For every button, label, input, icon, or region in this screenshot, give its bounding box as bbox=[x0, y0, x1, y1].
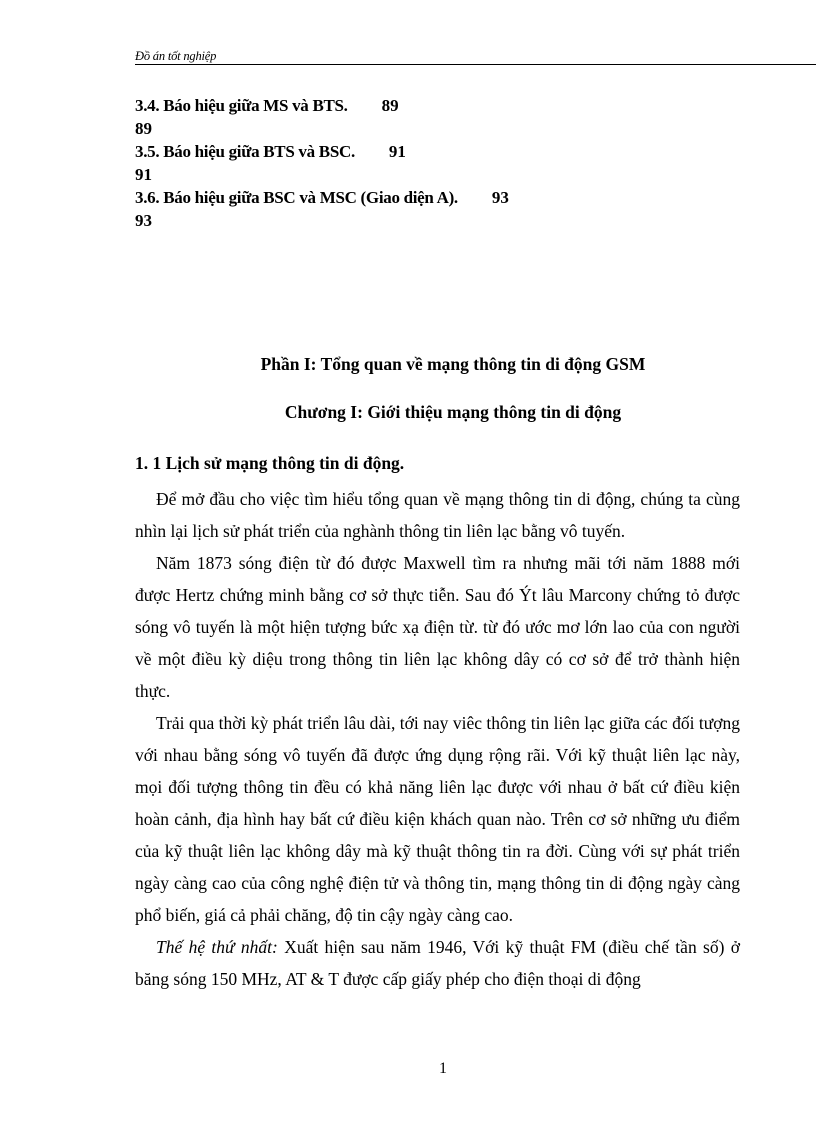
toc-entry-page: 91 bbox=[388, 142, 406, 161]
first-generation-lead: Thế hệ thứ nhất: bbox=[156, 937, 278, 957]
toc-entry-title: 3.4. Báo hiệu giữa MS và BTS. bbox=[135, 96, 348, 115]
part-title: Phần I: Tổng quan về mạng thông tin di động GSM bbox=[260, 354, 646, 374]
paragraph-history: Năm 1873 sóng điện từ đó được Maxwell tìm ra nhưng mãi tới năm 1888 mới được Hertz chứng minh bằng cơ sở thực tiễn. Sau đó Ýt lâu Marcony chứng tỏ được sóng vô tuyến là một hiện tượng bức xạ điện từ. từ đó ước mơ lớn lao của con người về một điều kỳ diệu trong thông tin liên lạc không dây có cơ sở để trở thành hiện thực. bbox=[135, 553, 740, 701]
paragraph-first-generation bbox=[135, 931, 740, 995]
toc-entry[interactable] bbox=[135, 186, 775, 232]
toc-entry-page-repeat: 93 bbox=[135, 211, 152, 230]
paragraph-development: Trải qua thời kỳ phát triển lâu dài, tới nay viêc thông tin liên lạc giữa các đối tượng với nhau bằng sóng vô tuyến đã được ứng dụng rộng rãi. Với kỹ thuật liên lạc này, mọi đối tượng thông tin đều có khả năng liên lạc được với nhau ở bất cứ điều kiện hoàn cảnh, địa hình hay bất cứ điều kiện khách quan nào. Trên cơ sở những ưu điểm của kỹ thuật liên lạc không dây mà kỹ thuật thông tin ra đời. Cùng với sự phát triển ngày càng cao của công nghệ điện tử và thông tin, mạng thông tin di động ngày càng phổ biến, giá cả phải chăng, độ tin cậy ngày càng cao. bbox=[135, 713, 740, 925]
body-text bbox=[135, 483, 740, 995]
table-of-contents bbox=[135, 94, 775, 232]
toc-entry[interactable] bbox=[135, 94, 775, 140]
toc-entry[interactable] bbox=[135, 140, 775, 186]
toc-entry-page-repeat: 91 bbox=[135, 165, 152, 184]
toc-entry-page-repeat: 89 bbox=[135, 119, 152, 138]
header-rule bbox=[135, 64, 816, 65]
running-header: Đồ án tốt nghiệp bbox=[135, 49, 217, 63]
toc-entry-page: 89 bbox=[381, 96, 399, 115]
chapter-title: Chương I: Giới thiệu mạng thông tin di động bbox=[284, 402, 622, 422]
toc-entry-title: 3.5. Báo hiệu giữa BTS và BSC. bbox=[135, 142, 355, 161]
paragraph-intro: Để mở đầu cho việc tìm hiểu tổng quan về mạng thông tin di động, chúng ta cùng nhìn lại lịch sử phát triển của nghành thông tin liên lạc bằng vô tuyến. bbox=[135, 489, 740, 541]
first-generation-text: Xuất hiện sau năm 1946, Với kỹ thuật FM (điều chế tần số) ở băng sóng 150 MHz, AT & T được cấp giấy phép cho điện thoại di động bbox=[135, 937, 740, 989]
toc-entry-page: 93 bbox=[491, 188, 509, 207]
toc-entry-title: 3.6. Báo hiệu giữa BSC và MSC (Giao diện A). bbox=[135, 188, 458, 207]
page-number: 1 bbox=[439, 1060, 447, 1077]
section-title: 1. 1 Lịch sử mạng thông tin di động. bbox=[135, 453, 405, 473]
